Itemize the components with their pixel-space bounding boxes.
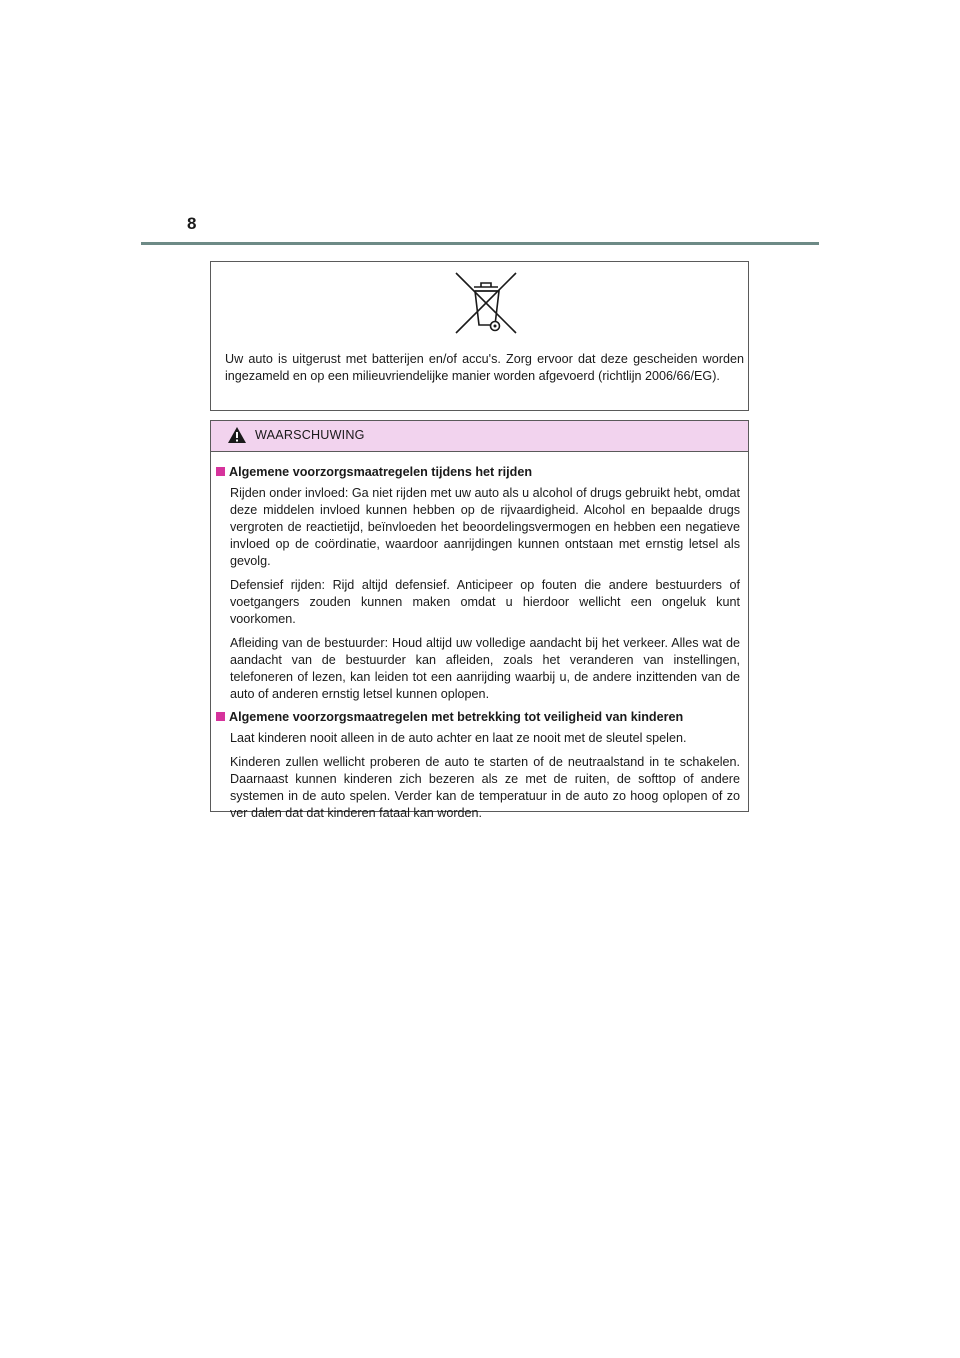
section-heading-text: Algemene voorzorgsmaatregelen tijdens het rijden (229, 465, 533, 479)
section-heading-driving (215, 464, 740, 481)
warning-header (211, 421, 748, 452)
section-heading-text: Algemene voorzorgsmaatregelen met betrekking tot veiligheid van kinderen (229, 710, 684, 724)
section-heading-child-safety (215, 709, 740, 726)
paragraph-children-dangers: Kinderen zullen wellicht proberen de auto te starten of de neutraalstand in te schakelen. Daarnaast kunnen kinderen zich bezeren als ze met de ruiten, de softtop of andere systemen in de auto spelen. Verder kan de temperatuur in de auto zo hoog oplopen of zo ver dalen dat dat kinderen fataal kan worden. (230, 755, 740, 820)
warning-triangle-icon (227, 426, 247, 444)
warning-box (210, 420, 749, 820)
warning-body (211, 452, 748, 822)
battery-disposal-text: Uw auto is uitgerust met batterijen en/of accu's. Zorg ervoor dat deze gescheiden worden ingezameld en op een milieuvriendelijke manier worden afgevoerd (richtlijn 2006/66/EG). (225, 352, 744, 383)
header-rule (141, 242, 819, 245)
paragraph-driver-distraction: Afleiding van de bestuurder: Houd altijd uw volledige aandacht bij het verkeer. Alles wat de aandacht van de bestuurder kan afleiden, zoals het veranderen van instellingen, telefoneren of lezen, kan leiden tot een aanrijding waarbij u, de andere inzittenden van de auto of anderen ernstig letsel kunnen oplopen. (230, 636, 740, 701)
square-bullet-icon (216, 467, 225, 476)
paragraph-children-alone: Laat kinderen nooit alleen in de auto achter en laat ze nooit met de sleutel spelen. (230, 731, 687, 745)
battery-disposal-notice (210, 261, 749, 411)
paragraph-influence: Rijden onder invloed: Ga niet rijden met uw auto als u alcohol of drugs gebruikt hebt, omdat deze middelen invloed kunnen hebben op de rijvaardigheid. Alcohol en bepaalde drugs vergroten de reactietijd, beïnvloeden het beoordelingsvermogen en hebben een negatieve invloed op de coördinatie, waardoor aanrijdingen kunnen ontstaan met ernstig letsel als gevolg. (230, 486, 740, 568)
crossed-out-wheelie-bin-icon (451, 270, 521, 336)
square-bullet-icon (216, 712, 225, 721)
page-number: 8 (187, 214, 197, 233)
warning-title: WAARSCHUWING (255, 428, 365, 442)
paragraph-defensive-driving: Defensief rijden: Rijd altijd defensief. Anticipeer op fouten die andere bestuurders of voetgangers zouden kunnen maken omdat u hierdoor wellicht een ongeluk kunt voorkomen. (230, 578, 740, 626)
